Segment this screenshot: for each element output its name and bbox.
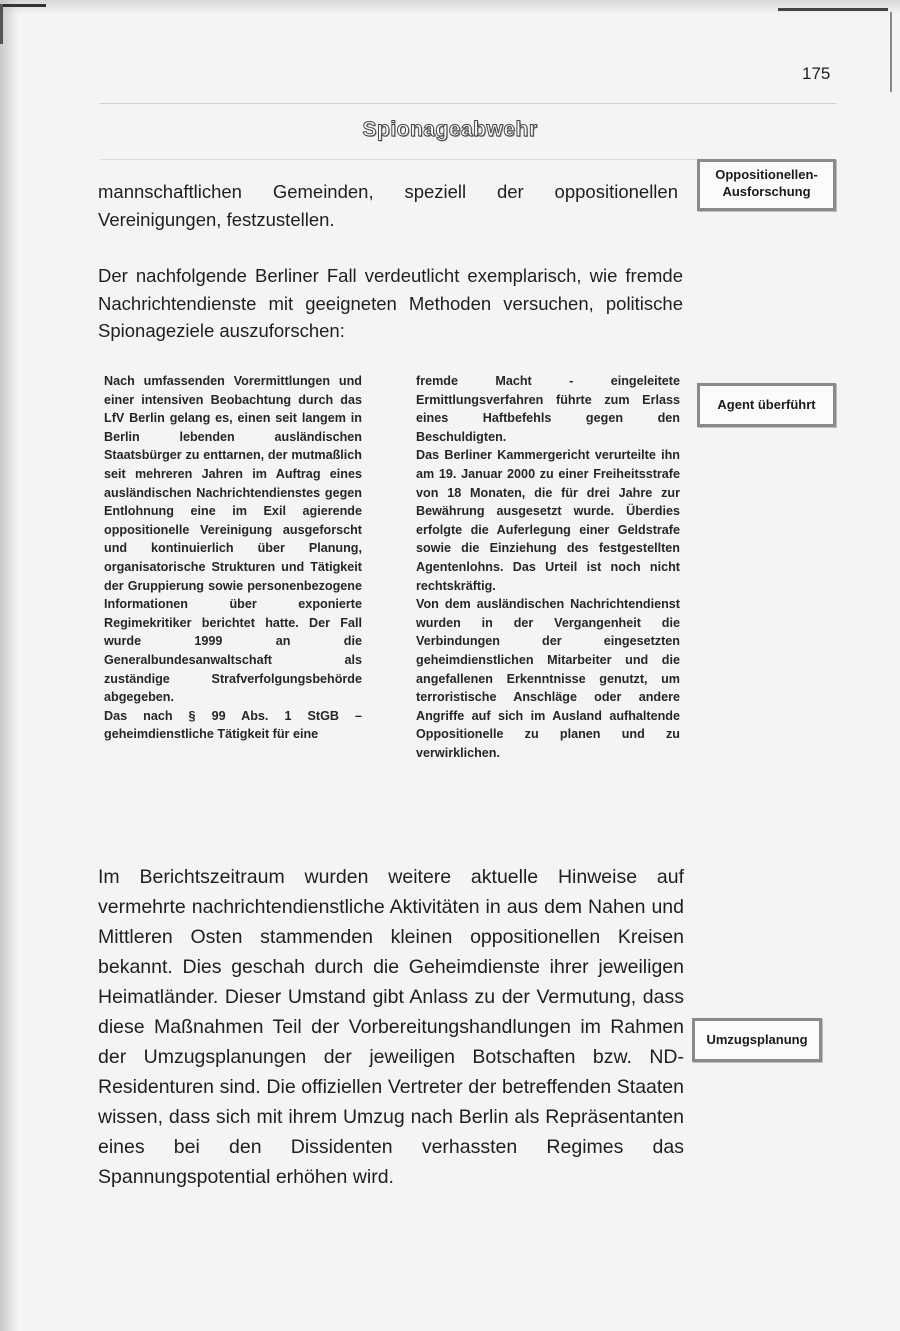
case-right-part-2: Das Berliner Kammergericht verurteilte ihn am 19. Januar 2000 zu einer Freiheitsstrafe von 18 Monaten, die für drei Jahre zur Bewährung ausgesetzt wurde. Überdies erfolgte die Auferlegung einer Geldstrafe sowie die Einziehung des festgestellten Agentenlohns. Das Urteil ist noch nicht rechtskräftig. <box>416 448 680 593</box>
spine-shadow <box>0 0 18 1331</box>
page-number: 175 <box>802 64 831 83</box>
paragraph-umzug: Im Berichtszeitraum wurden weitere aktuelle Hinweise auf vermehrte nachrichtendienstliche Aktivitäten in aus dem Nahen und Mittleren Osten stammenden kleinen oppositionellen Kreisen bekannt. Dies geschah durch die Geheimdienste ihrer jeweiligen Heimatländer. Dieser Umstand gibt Anlass zu der Vermutung, dass diese Maßnahmen Teil der Vorbereitungshandlungen im Rahmen der Umzugsplanungen der jeweiligen Botschaften bzw. ND-Residenturen sind. Die offiziellen Vertreter der betreffenden Staaten wissen, dass sich mit ihrem Umzug nach Berlin als Repräsentanten eines bei den Dissidenten verhassten Regimes das Spannungspotential erhöhen wird. <box>98 866 684 1188</box>
case-left-part-1: Nach umfassenden Vorermittlungen und einer intensiven Beobachtung durch das LfV Berlin gelang es, einen seit langem in Berlin lebenden ausländischen Staatsbürger zu enttarnen, der mutmaßlich seit mehreren Jahren im Auftrag eines ausländischen Nachrichtendienstes gegen Entlohnung eine im Exil agierende oppositionelle Vereinigung ausgeforscht und kontinuierlich über Planung, organisatorische Strukturen und Tätigkeit der Gruppierung sowie personenbezogene Informationen über exponierte Regimekritiker berichtet hatte. Der Fall wurde 1999 an die Generalbundesanwaltschaft als zuständige Strafverfolgungsbehörde abgegeben. <box>104 374 362 705</box>
case-column-left <box>104 372 362 744</box>
crop-mark-top-right <box>778 8 888 11</box>
crop-mark-right-vertical <box>890 12 892 92</box>
scan-edge <box>0 0 900 14</box>
paragraph-continuation: mannschaftlichen Gemeinden, speziell der oppositionellen Vereinigungen, festzustellen. <box>98 181 678 230</box>
paragraph-intro-case: Der nachfolgende Berliner Fall verdeutlicht exemplarisch, wie fremde Nachrichtendienste mit geeigneten Methoden versuchen, politische Spionageziele auszuforschen: <box>98 265 683 341</box>
title-rule <box>100 159 696 160</box>
margin-note-oppositionellen-line2: Ausforschung <box>722 184 811 199</box>
crop-mark-left-vertical <box>0 4 3 44</box>
crop-mark-top-left <box>0 4 46 7</box>
margin-note-oppositionellen-line1: Oppositionellen- <box>715 167 818 182</box>
margin-note-umzug: Umzugsplanung <box>692 1018 822 1062</box>
case-right-part-3: Von dem ausländischen Nachrichtendienst wurden in der Vergangenheit die Verbindungen der eingesetzten geheimdienstlichen Mitarbeiter und die angefallenen Erkenntnisse genutzt, um terroristische Anschläge oder andere Angriffe auf sich im Ausland aufhaltende Oppositionelle zu planen und zu verwirklichen. <box>416 597 680 760</box>
section-title: Spionageabwehr <box>362 118 538 141</box>
case-right-part-1: fremde Macht - eingeleitete Ermittlungsverfahren führte zum Erlass eines Haftbefehls gegen den Beschuldigten. <box>416 374 680 444</box>
margin-note-agent: Agent überführt <box>697 383 836 427</box>
case-left-part-2: Das nach § 99 Abs. 1 StGB – geheimdienstliche Tätigkeit für eine <box>104 708 362 742</box>
case-column-right <box>416 372 680 762</box>
margin-note-oppositionellen <box>697 159 836 211</box>
header-rule <box>100 103 836 104</box>
